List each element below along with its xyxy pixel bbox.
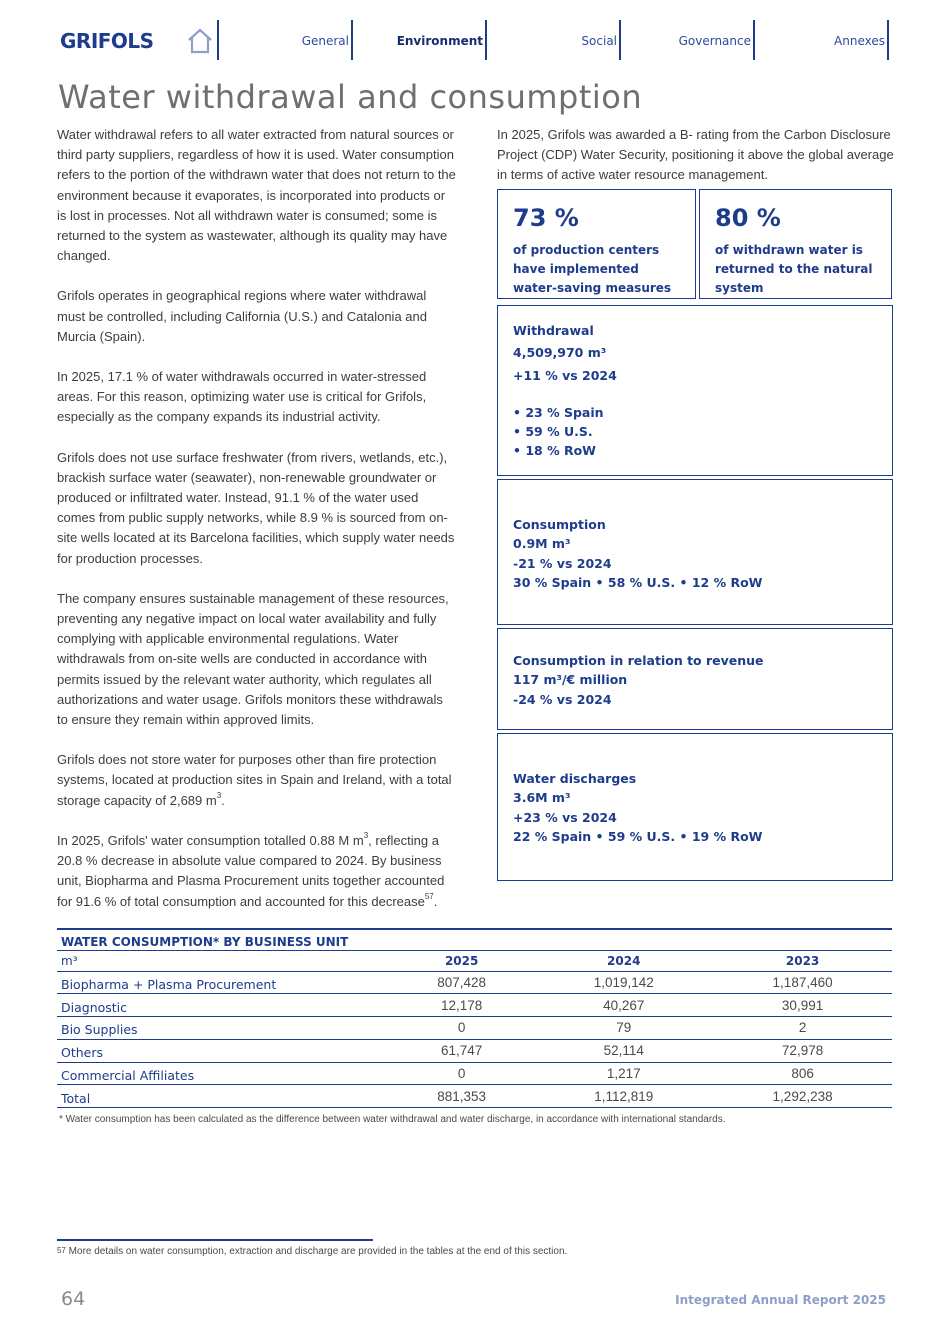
paragraph-text: , reflecting a 20.8 % decrease in absolute value compared to 2024. By business unit, Biopharma and Plasma Procurement units together accounted for 91.6 % of total consumption and accounted for this decrease: [57, 832, 445, 909]
stat-description: of production centers have implemented water-saving measures: [513, 243, 672, 296]
paragraph-text: .: [433, 893, 438, 909]
paragraph: In 2025, 17.1 % of water withdrawals occurred in water-stressed areas. For this reason, optimizing water use is critical for Grifols, especially as the company expands its industrial activity.: [57, 369, 427, 425]
nav-governance[interactable]: Governance: [678, 34, 751, 48]
kpi-box-discharges: [497, 733, 893, 881]
footnote-divider: [57, 1239, 373, 1241]
paragraph-text: .: [221, 792, 225, 808]
nav-divider: [351, 20, 353, 60]
table-year-header: 2024: [534, 951, 713, 971]
kpi-box-withdrawal: [497, 305, 893, 476]
kpi-value: 117 m³/€ million: [513, 672, 628, 688]
home-icon[interactable]: [186, 27, 214, 55]
body-text-column: [57, 125, 457, 912]
kpi-split-item: • 23 % Spain: [513, 404, 604, 420]
nav-divider: [753, 20, 755, 60]
kpi-split-item: • 59 % U.S.: [513, 424, 593, 440]
kpi-change: -21 % vs 2024: [513, 555, 612, 571]
table-unit-header: m³: [57, 951, 389, 971]
paragraph: [57, 831, 457, 912]
table-cell: 1,112,819: [534, 1085, 713, 1108]
table-cell: 72,978: [713, 1039, 892, 1062]
row-label: Diagnostic: [57, 994, 389, 1017]
row-label: Bio Supplies: [57, 1017, 389, 1040]
kpi-change: +11 % vs 2024: [513, 367, 617, 383]
paragraph: The company ensures sustainable management of these resources, preventing any negative impact on local water availability and fully complying with applicable environmental regulations. Water withdrawals from on-site wells are conducted in accordance with permits issued by the relevant water authority, which regulates all authorizations and water usage. Grifols monitors these withdrawals to ensure they remain within approved limits.: [57, 590, 449, 728]
kpi-split: 22 % Spain • 59 % U.S. • 19 % RoW: [513, 828, 763, 844]
table-cell: 52,114: [534, 1039, 713, 1062]
kpi-title: Withdrawal: [513, 323, 594, 338]
kpi-change: -24 % vs 2024: [513, 691, 612, 707]
paragraph-text: In 2025, Grifols' water consumption totalled 0.88 M m: [57, 832, 364, 848]
water-consumption-table: [57, 928, 892, 1125]
table-note: * Water consumption has been calculated as the difference between water withdrawal and water discharge, in accordance with international standards.: [59, 1114, 726, 1126]
kpi-value: 4,509,970 m³: [513, 345, 607, 361]
table-row: [57, 994, 892, 1017]
grifols-logo: GRIFOLS: [60, 29, 154, 53]
kpi-change: +23 % vs 2024: [513, 809, 617, 825]
nav-social[interactable]: Social: [581, 34, 617, 48]
kpi-split-item: • 18 % RoW: [513, 443, 596, 459]
table-cell: 30,991: [713, 994, 892, 1017]
paragraph: Water withdrawal refers to all water extracted from natural sources or third party suppliers, regardless of how it is used. Water consumption refers to the portion of the withdrawn water that does not return to the environment because it evaporates, is incorporated into products or is lost in processes. Not all withdrawn water is consumed; some is returned to the system as wastewater, although its quality may have changed.: [57, 127, 456, 264]
stat-description: of withdrawn water is returned to the natural system: [715, 243, 873, 296]
table-cell: 12,178: [389, 994, 534, 1017]
table-row: [57, 1062, 892, 1085]
nav-environment[interactable]: Environment: [396, 34, 483, 48]
table-cell: 79: [534, 1017, 713, 1040]
kpi-title: Water discharges: [513, 771, 637, 786]
table-cell: 61,747: [389, 1039, 534, 1062]
footnote-text: More details on water consumption, extraction and discharge are provided in the tables at the end of this section.: [65, 1246, 568, 1257]
table-year-header: 2025: [389, 951, 534, 971]
superscript: 3: [216, 790, 222, 800]
nav-general[interactable]: General: [301, 34, 349, 48]
kpi-value: 0.9M m³: [513, 536, 571, 552]
table-year-header: 2023: [713, 951, 892, 971]
table-cell: 0: [389, 1062, 534, 1085]
kpi-value: 3.6M m³: [513, 790, 571, 806]
table-cell: 1,292,238: [713, 1085, 892, 1108]
row-label: Others: [57, 1039, 389, 1062]
row-label: Biopharma + Plasma Procurement: [57, 971, 389, 994]
table-cell: 2: [713, 1017, 892, 1040]
row-label: Commercial Affiliates: [57, 1062, 389, 1085]
nav-annexes[interactable]: Annexes: [834, 34, 885, 48]
nav-divider: [485, 20, 487, 60]
stat-value: 80 %: [715, 204, 781, 232]
paragraph-text: Grifols does not store water for purposes other than fire protection systems, located at production sites in Spain and Ireland, with a total storage capacity of 2,689 m: [57, 752, 452, 808]
table-cell: 1,019,142: [534, 971, 713, 994]
nav-divider: [619, 20, 621, 60]
table-cell: 1,217: [534, 1062, 713, 1085]
kpi-box-revenue-ratio: [497, 628, 893, 730]
table-cell: 807,428: [389, 971, 534, 994]
footnote-ref[interactable]: 57: [424, 891, 434, 901]
stat-box-water-saving: [497, 189, 696, 299]
table-row: [57, 971, 892, 994]
table-row: [57, 1039, 892, 1062]
table-cell: 1,187,460: [713, 971, 892, 994]
nav-divider: [887, 20, 889, 60]
paragraph: [57, 750, 457, 811]
footnote: [57, 1246, 567, 1257]
footnote-number: 57: [57, 1246, 66, 1255]
kpi-split: 30 % Spain • 58 % U.S. • 12 % RoW: [513, 574, 763, 590]
table-cell: 0: [389, 1017, 534, 1040]
stat-box-returned-water: [699, 189, 892, 299]
report-name: Integrated Annual Report 2025: [675, 1293, 886, 1307]
table-cell: 40,267: [534, 994, 713, 1017]
table-row-total: [57, 1085, 892, 1108]
superscript: 3: [363, 830, 369, 840]
kpi-title: Consumption: [513, 517, 606, 532]
paragraph: Grifols operates in geographical regions where water withdrawal must be controlled, including California (U.S.) and Catalonia and Murcia (Spain).: [57, 288, 427, 344]
table-title: WATER CONSUMPTION* BY BUSINESS UNIT: [57, 930, 892, 951]
page-number: 64: [61, 1288, 86, 1310]
table-cell: 881,353: [389, 1085, 534, 1108]
kpi-title: Consumption in relation to revenue: [513, 653, 764, 668]
row-label: Total: [57, 1085, 389, 1108]
cdp-intro-text: In 2025, Grifols was awarded a B- rating from the Carbon Disclosure Project (CDP) Water Security, positioning it above the global average in terms of active water resource management.: [497, 127, 894, 183]
table-row: [57, 1017, 892, 1040]
nav-divider: [217, 20, 219, 60]
stat-value: 73 %: [513, 204, 579, 232]
kpi-box-consumption: [497, 479, 893, 625]
paragraph: Grifols does not use surface freshwater (from rivers, wetlands, etc.), brackish surface water (seawater), non-renewable groundwater or produced or infiltrated water. Instead, 91.1 % of the water used comes from public supply networks, while 8.9 % is sourced from on-site wells located at its Barcelona facilities, which supply water needs for production processes.: [57, 449, 455, 566]
page-title: Water withdrawal and consumption: [58, 78, 643, 116]
table-cell: 806: [713, 1062, 892, 1085]
